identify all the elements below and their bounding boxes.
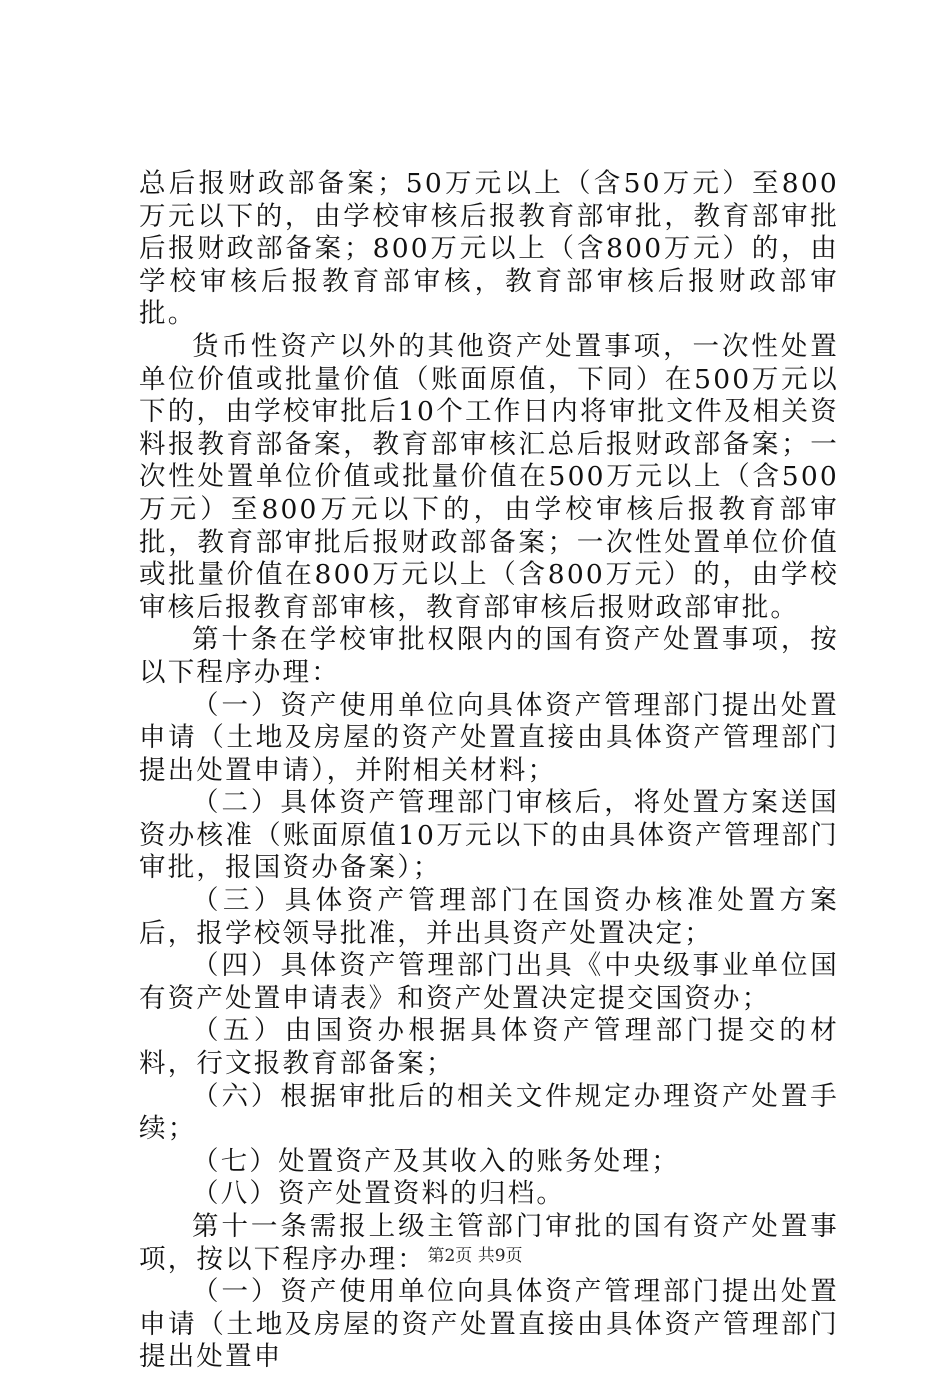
article-10-step-3: （三）具体资产管理部门在国资办核准处置方案后，报学校领导批准，并出具资产处置决定； [139,885,839,949]
document-body [139,168,839,1374]
article-11-heading: 第十一条需报上级主管部门审批的国有资产处置事项，按以下程序办理： [139,1211,839,1275]
page-number-label: 第2页 共9页 [427,1246,523,1266]
paragraph-continuation: 总后报财政部备案；50万元以上（含50万元）至800万元以下的，由学校审核后报教育部审批，教育部审批后报财政部备案；800万元以上（含800万元）的，由学校审核后报教育部审核，教育部审核后报财政部审批。 [139,168,839,330]
article-10-step-4: （四）具体资产管理部门出具《中央级事业单位国有资产处置申请表》和资产处置决定提交国资办； [139,950,839,1014]
page-footer [0,1245,950,1267]
article-11-step-1: （一）资产使用单位向具体资产管理部门提出处置申请（土地及房屋的资产处置直接由具体资产管理部门提出处置申 [139,1276,839,1373]
article-10-step-6: （六）根据审批后的相关文件规定办理资产处置手续； [139,1080,839,1145]
article-10-step-1: （一）资产使用单位向具体资产管理部门提出处置申请（土地及房屋的资产处置直接由具体资产管理部门提出处置申请），并附相关材料； [139,689,839,786]
paragraph-non-monetary-assets: 货币性资产以外的其他资产处置事项，一次性处置单位价值或批量价值（账面原值，下同）在500万元以下的，由学校审批后10个工作日内将审批文件及相关资料报教育部备案，教育部审核汇总后报财政部备案；一次性处置单位价值或批量价值在500万元以上（含500万元）至800万元以下的，由学校审核后报教育部审批，教育部审批后报财政部备案；一次性处置单位价值或批量价值在800万元以上（含800万元）的，由学校审核后报教育部审核，教育部审核后报财政部审批。 [139,330,839,623]
article-10-step-5: （五）由国资办根据具体资产管理部门提交的材料，行文报教育部备案； [139,1015,839,1080]
article-10-step-7: （七）处置资产及其收入的账务处理； [192,1145,680,1177]
article-10-heading: 第十条在学校审批权限内的国有资产处置事项，按以下程序办理： [139,624,839,688]
article-10-step-8: （八）资产处置资料的归档。 [192,1178,566,1210]
article-10-step-2: （二）具体资产管理部门审核后，将处置方案送国资办核准（账面原值10万元以下的由具体资产管理部门审批，报国资办备案）； [139,787,839,884]
